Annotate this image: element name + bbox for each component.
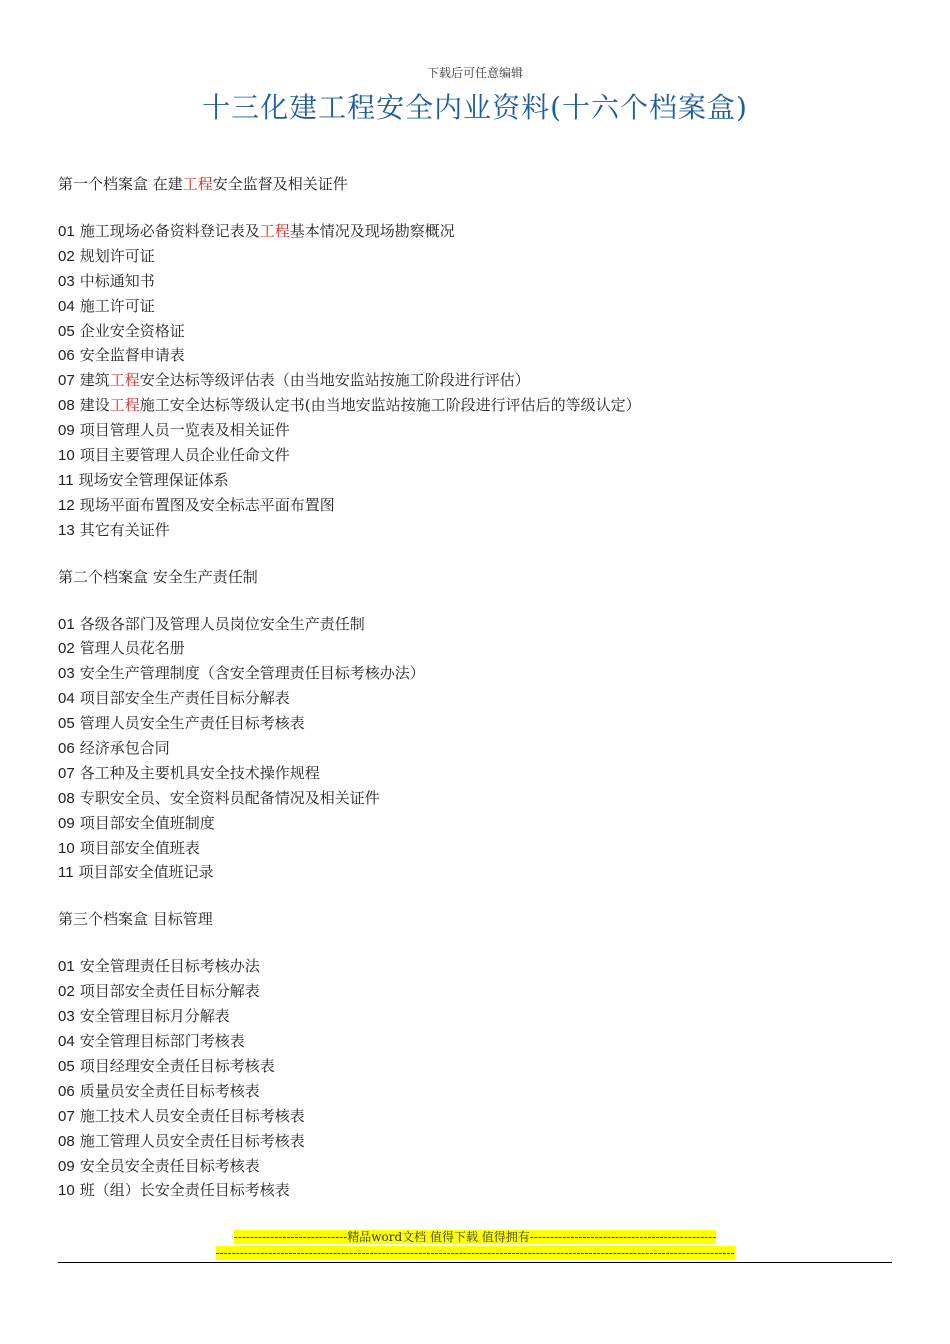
- list-item: [58, 319, 908, 344]
- item-number: 08: [58, 789, 75, 807]
- item-number: 10: [58, 839, 75, 857]
- text-segment: 管理人员安全生产责任目标考核表: [79, 714, 305, 733]
- list-item: [58, 836, 908, 861]
- list-item: [58, 954, 908, 979]
- section-title: [58, 907, 908, 932]
- item-number: 05: [58, 322, 75, 340]
- header-note: 下载后可任意编辑: [426, 66, 523, 80]
- text-segment: 安全管理目标月分解表: [79, 1007, 230, 1026]
- text-segment: 管理人员花名册: [79, 639, 185, 658]
- highlighted-term: 工程: [109, 396, 140, 415]
- list-item: [58, 518, 908, 543]
- list-item: [58, 786, 908, 811]
- document-title: 十三化建工程安全内业资料(十六个档案盒): [202, 91, 748, 124]
- text-segment: 基本情况及现场勘察概况: [289, 222, 455, 240]
- item-number: 05: [58, 715, 75, 733]
- list-item: [58, 1029, 908, 1054]
- text-segment: 各级各部门及管理人员岗位安全生产责任制: [79, 614, 365, 633]
- list-item: [58, 393, 908, 418]
- text-segment: 项目经理安全责任目标考核表: [79, 1056, 275, 1075]
- text-segment: 项目部安全责任目标分解表: [79, 982, 260, 1001]
- text-segment: 项目部安全生产责任目标分解表: [79, 689, 290, 708]
- text-segment: 规划许可证: [79, 246, 155, 265]
- item-number: 01: [58, 958, 75, 976]
- text-segment: 项目部安全值班记录: [78, 863, 214, 882]
- item-number: 07: [58, 1107, 75, 1125]
- text-segment: 施工管理人员安全责任目标考核表: [79, 1131, 305, 1150]
- item-number: 08: [58, 397, 75, 415]
- text-segment: 现场平面布置图及安全标志平面布置图: [79, 495, 335, 514]
- archive-box-section: [58, 172, 908, 543]
- text-segment: 安全生产管理制度（含安全管理责任目标考核办法）: [79, 664, 425, 683]
- list-item: [58, 443, 908, 468]
- text-segment: 安全员安全责任目标考核表: [79, 1156, 260, 1175]
- list-item: [58, 468, 908, 493]
- item-number: 07: [58, 764, 75, 782]
- item-number: 01: [58, 223, 75, 240]
- item-number: 04: [58, 297, 75, 315]
- text-segment: 施工现场必备资料登记表及: [79, 222, 260, 240]
- list-item: [58, 661, 908, 686]
- text-segment: 第三个档案盒 目标管理: [58, 910, 213, 929]
- list-item: [58, 269, 908, 294]
- item-number: 04: [58, 690, 75, 708]
- text-segment: 安全管理目标部门考核表: [79, 1032, 245, 1051]
- text-segment: 专职安全员、安全资料员配备情况及相关证件: [79, 788, 380, 807]
- text-segment: 安全监督申请表: [79, 346, 185, 365]
- archive-box-section: [58, 565, 908, 886]
- section-title: [58, 172, 908, 197]
- list-item: [58, 811, 908, 836]
- item-number: 12: [58, 496, 75, 514]
- text-segment: 第一个档案盒 在建: [58, 175, 183, 193]
- list-item: [58, 1054, 908, 1079]
- text-segment: 现场安全管理保证体系: [78, 470, 229, 489]
- text-segment: 质量员安全责任目标考核表: [79, 1081, 260, 1100]
- list-item: [58, 1004, 908, 1029]
- text-segment: 建设: [79, 396, 110, 415]
- list-item: [58, 244, 908, 269]
- item-number: 03: [58, 1008, 75, 1026]
- list-item: [58, 761, 908, 786]
- item-number: 11: [58, 471, 74, 489]
- footer-banner-text: ----------------------------精品word文档 值得下载 值得拥有----------------------------------------------: [233, 1230, 717, 1244]
- archive-box-section: [58, 907, 908, 1203]
- item-number: 06: [58, 1082, 75, 1100]
- list-item: [58, 1104, 908, 1129]
- item-number: 07: [58, 372, 75, 390]
- item-number: 09: [58, 422, 75, 440]
- item-number: 08: [58, 1132, 75, 1150]
- text-segment: 项目主要管理人员企业任命文件: [79, 446, 290, 465]
- text-segment: 班（组）长安全责任目标考核表: [79, 1181, 290, 1200]
- item-number: 04: [58, 1033, 75, 1051]
- section-title: [58, 565, 908, 590]
- item-number: 11: [58, 864, 74, 882]
- item-number: 06: [58, 347, 75, 365]
- list-item: [58, 1129, 908, 1154]
- item-number: 10: [58, 447, 75, 465]
- list-item: [58, 418, 908, 443]
- item-number: 10: [58, 1182, 75, 1200]
- list-item: [58, 219, 908, 244]
- text-segment: 其它有关证件: [79, 520, 170, 539]
- text-segment: 第二个档案盒 安全生产责任制: [58, 567, 258, 586]
- highlighted-term: 工程: [182, 175, 213, 193]
- text-segment: 施工许可证: [79, 296, 155, 315]
- item-number: 09: [58, 1157, 75, 1175]
- list-item: [58, 612, 908, 637]
- list-item: [58, 860, 908, 885]
- footer-banner-line2: [0, 1246, 950, 1261]
- text-segment: 项目部安全值班制度: [79, 813, 215, 832]
- list-item: [58, 736, 908, 761]
- item-number: 01: [58, 615, 75, 633]
- item-number: 02: [58, 983, 75, 1001]
- list-item: [58, 686, 908, 711]
- footer-banner-dashes: --------------------------------------------------------------------------------------------------------------------------------: [215, 1246, 735, 1260]
- item-number: 03: [58, 272, 75, 290]
- highlighted-term: 工程: [109, 371, 140, 390]
- text-segment: 经济承包合同: [79, 739, 170, 758]
- text-segment: 施工技术人员安全责任目标考核表: [79, 1106, 305, 1125]
- text-segment: 企业安全资格证: [79, 321, 185, 340]
- document-body: [58, 172, 908, 1203]
- list-item: [58, 343, 908, 368]
- text-segment: 安全管理责任目标考核办法: [79, 957, 260, 976]
- text-segment: 项目部安全值班表: [79, 838, 200, 857]
- text-segment: 建筑: [79, 371, 110, 390]
- list-item: [58, 711, 908, 736]
- item-number: 02: [58, 640, 75, 658]
- text-segment: 安全监督及相关证件: [212, 175, 348, 193]
- highlighted-term: 工程: [259, 222, 290, 240]
- item-number: 03: [58, 665, 75, 683]
- footer-banner-line1: [0, 1230, 950, 1245]
- item-number: 02: [58, 247, 75, 265]
- list-item: [58, 493, 908, 518]
- list-item: [58, 294, 908, 319]
- text-segment: 各工种及主要机具安全技术操作规程: [79, 763, 320, 782]
- item-number: 06: [58, 740, 75, 758]
- list-item: [58, 1178, 908, 1203]
- text-segment: 中标通知书: [79, 271, 155, 290]
- text-segment: 安全达标等级评估表（由当地安监站按施工阶段进行评估）: [139, 371, 530, 390]
- list-item: [58, 979, 908, 1004]
- item-number: 13: [58, 521, 75, 539]
- text-segment: 项目管理人员一览表及相关证件: [79, 421, 290, 440]
- list-item: [58, 368, 908, 393]
- list-item: [58, 636, 908, 661]
- text-segment: 施工安全达标等级认定书(由当地安监站按施工阶段进行评估后的等级认定）: [139, 396, 641, 415]
- item-number: 09: [58, 814, 75, 832]
- footer-divider: [58, 1262, 892, 1263]
- list-item: [58, 1079, 908, 1104]
- list-item: [58, 1154, 908, 1179]
- item-number: 05: [58, 1057, 75, 1075]
